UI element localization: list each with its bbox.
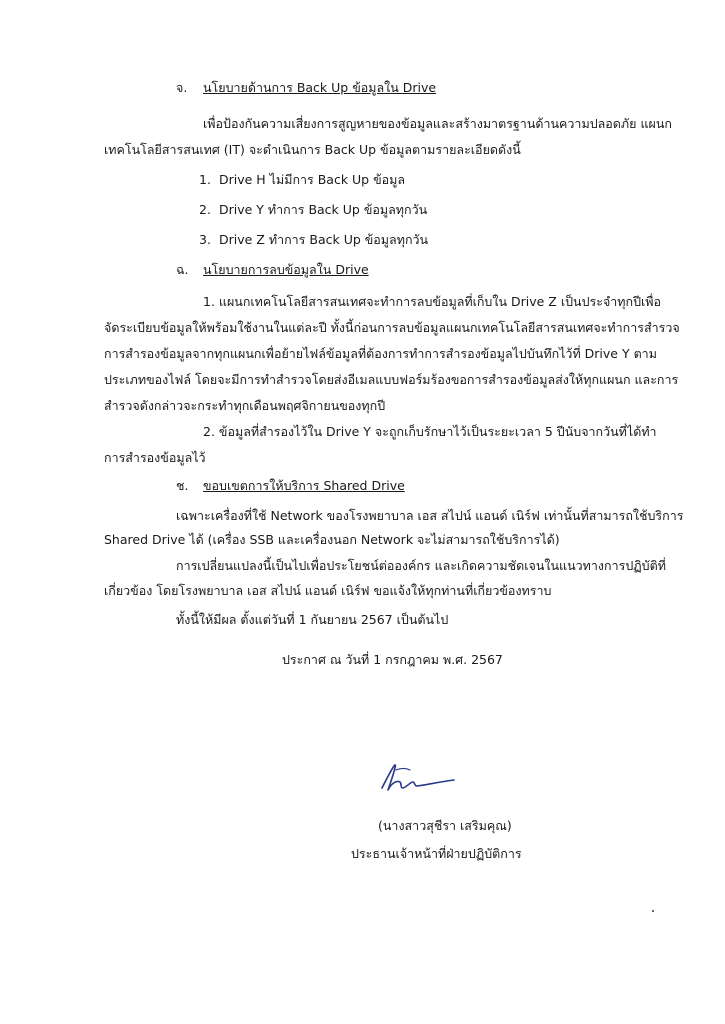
section-c-marker: จ. — [176, 80, 188, 95]
section-d-item1-line: การสำรองข้อมูลจากทุกแผนกเพื่อย้ายไฟล์ข้อมูลที่ต้องการทำการสำรองข้อมูลไปบันทึกไว้ที่ Drive Y ตาม — [104, 346, 657, 361]
section-d-heading: นโยบายการลบข้อมูลใน Drive — [203, 262, 369, 277]
section-d-item1-line: จัดระเบียบข้อมูลให้พร้อมใช้งานในแต่ละปี ทั้งนี้ก่อนการลบข้อมูลแผนกเทคโนโลยีสารสนเทศจะทำการสำรวจ — [104, 320, 680, 335]
section-d-item1-line: สำรวจดังกล่าวจะกระทำทุกเดือนพฤศจิกายนของทุกปี — [104, 398, 386, 413]
section-e-heading-line — [176, 478, 405, 494]
handwritten-signature — [376, 758, 472, 798]
section-e-paragraph-line: เฉพาะเครื่องที่ใช้ Network ของโรงพยาบาล เอส สไปน์ แอนด์ เนิร์ฟ เท่านั้นที่สามารถใช้บริการ — [176, 508, 684, 523]
section-e-marker: ช. — [176, 478, 189, 493]
section-d-item1-line: ประเภทของไฟล์ โดยจะมีการทำสำรวจโดยส่งอีเมลแบบฟอร์มร้องขอการสำรองข้อมูลส่งให้ทุกแผนก และการ — [104, 372, 679, 387]
section-d-item2-line: 2. ข้อมูลที่สำรองไว้ใน Drive Y จะถูกเก็บรักษาไว้เป็นระยะเวลา 5 ปีนับจากวันที่ได้ทำ — [203, 424, 657, 439]
list-item: 2. Drive Y ทำการ Back Up ข้อมูลทุกวัน — [199, 202, 428, 217]
closing-paragraph-line: เกี่ยวข้อง โดยโรงพยาบาล เอส สไปน์ แอนด์ เนิร์ฟ ขอแจ้งให้ทุกท่านที่เกี่ยวข้องทราบ — [104, 583, 552, 598]
announce-date-line: ประกาศ ณ วันที่ 1 กรกฎาคม พ.ศ. 2567 — [282, 652, 503, 667]
section-d-item1-line: 1. แผนกเทคโนโลยีสารสนเทศจะทำการลบข้อมูลที่เก็บใน Drive Z เป็นประจำทุกปีเพื่อ — [203, 294, 662, 309]
scan-speck — [652, 910, 654, 912]
section-d-marker: ฉ. — [176, 262, 189, 277]
section-e-heading: ขอบเขตการให้บริการ Shared Drive — [203, 478, 405, 493]
section-c-paragraph-line-1: เพื่อป้องกันความเสี่ยงการสูญหายของข้อมูลและสร้างมาตรฐานด้านความปลอดภัย แผนก — [203, 116, 672, 131]
list-item: 1. Drive H ไม่มีการ Back Up ข้อมูล — [199, 172, 406, 187]
section-c-paragraph-line-2: เทคโนโลยีสารสนเทศ (IT) จะดำเนินการ Back Up ข้อมูลตามรายละเอียดดังนี้ — [104, 142, 521, 157]
closing-paragraph-line: การเปลี่ยนแปลงนี้เป็นไปเพื่อประโยชน์ต่อองค์กร และเกิดความชัดเจนในแนวทางการปฏิบัติที่ — [176, 558, 666, 573]
section-c-heading-line — [176, 80, 436, 96]
list-item: 3. Drive Z ทำการ Back Up ข้อมูลทุกวัน — [199, 232, 429, 247]
section-c-heading: นโยบายด้านการ Back Up ข้อมูลใน Drive — [203, 80, 437, 95]
section-d-item2-line: การสำรองข้อมูลไว้ — [104, 450, 206, 465]
signatory-title: ประธานเจ้าหน้าที่ฝ่ายปฏิบัติการ — [351, 846, 522, 861]
effective-date-line: ทั้งนี้ให้มีผล ตั้งแต่วันที่ 1 กันยายน 2567 เป็นต้นไป — [176, 612, 449, 627]
section-e-paragraph-line: Shared Drive ได้ (เครื่อง SSB และเครื่องนอก Network จะไม่สามารถใช้บริการได้) — [104, 532, 560, 547]
signatory-name: (นางสาวสุชีรา เสริมคุณ) — [378, 818, 512, 833]
section-d-heading-line — [176, 262, 369, 278]
